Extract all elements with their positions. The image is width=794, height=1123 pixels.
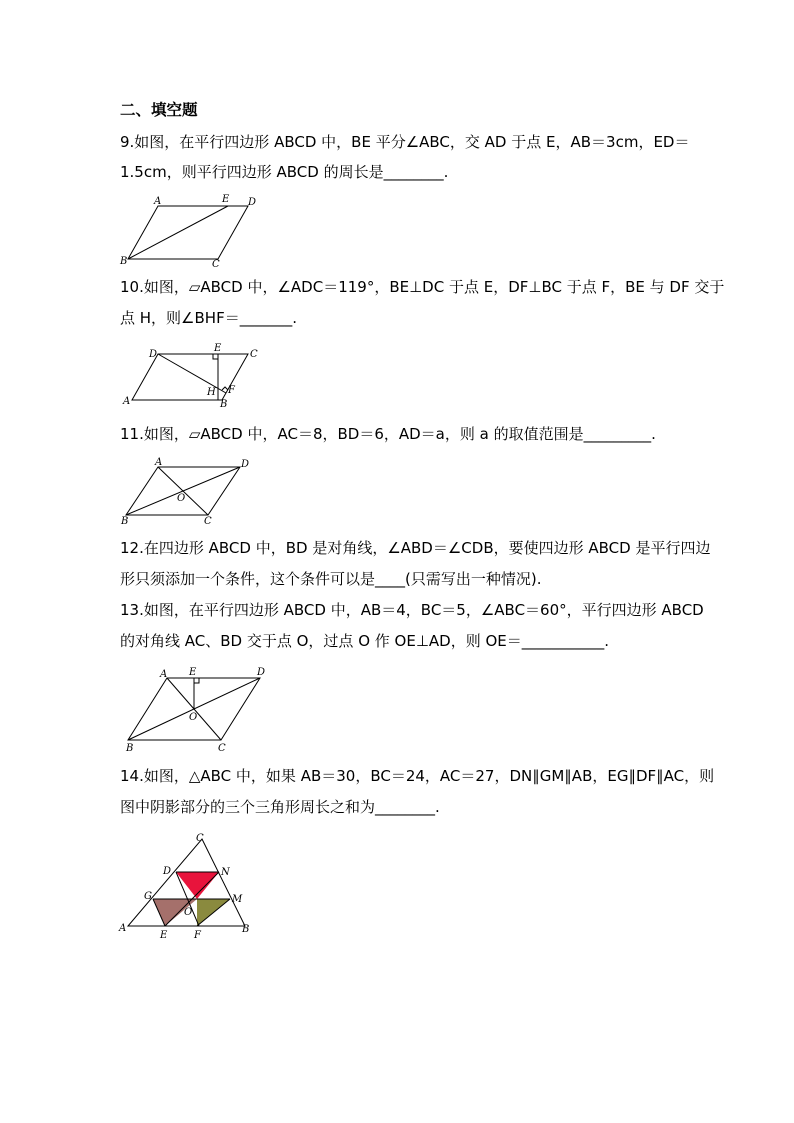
q12-line-1: 12.在四边形 ABCD 中，BD 是对角线，∠ABD＝∠CDB，要使四边形 ABCD 是平行四边 [120, 539, 711, 557]
q13-parallelogram-diagram [120, 663, 270, 755]
q9-label-c: C [212, 259, 220, 270]
q11-line-1: 11.如图，▱ABCD 中，AC＝8，BD＝6，AD＝a，则 a 的取值范围是_________. [120, 425, 656, 443]
q14-label-m: M [232, 894, 243, 905]
q14-label-b: B [242, 924, 250, 935]
q9-label-e: E [222, 194, 230, 205]
q10-label-f: F [228, 385, 235, 396]
q10-line-2: 点 H，则∠BHF＝_______. [120, 309, 297, 327]
q9-label-d: D [248, 197, 257, 208]
q14-label-o: O [184, 907, 193, 918]
q14-label-f: F [194, 930, 201, 941]
q14-label-a: A [119, 923, 127, 934]
q13-label-d: D [257, 667, 266, 678]
q13-label-a: A [160, 669, 168, 680]
q14-line-2: 图中阴影部分的三个三角形周长之和为________. [120, 798, 440, 816]
q14-label-c: C [196, 833, 204, 844]
q14-label-n: N [221, 867, 230, 878]
q10-label-e: E [214, 343, 222, 354]
q11-label-b: B [121, 516, 129, 527]
q10-figure [118, 341, 268, 409]
q13-label-e: E [189, 667, 197, 678]
q13-label-b: B [126, 743, 134, 754]
q14-label-g: G [144, 891, 152, 902]
q13-label-o: O [189, 712, 198, 723]
q10-right-angle-e [213, 354, 218, 359]
q13-right-angle-e [194, 678, 199, 683]
q13-figure [120, 663, 270, 755]
q14-figure [118, 829, 258, 939]
q11-parallelogram-diagram [118, 455, 263, 527]
q9-figure [118, 193, 263, 270]
q14-shaded-triangle-top [176, 872, 219, 899]
q13-line-1: 13.如图，在平行四边形 ABCD 中，AB＝4，BC＝5，∠ABC＝60°，平行四边形 ABCD [120, 601, 704, 619]
q11-label-d: D [241, 459, 250, 470]
q9-label-b: B [120, 256, 128, 267]
q9-parallelogram [128, 206, 248, 259]
q11-diagonal-bd [126, 467, 240, 515]
q9-line-1: 9.如图，在平行四边形 ABCD 中，BE 平分∠ABC，交 AD 于点 E，AB＝3cm，ED＝ [120, 133, 690, 151]
q10-label-c: C [250, 349, 258, 360]
q9-line-2: 1.5cm，则平行四边形 ABCD 的周长是________. [120, 163, 449, 181]
q12-line-2: 形只须添加一个条件，这个条件可以是____(只需写出一种情况). [120, 570, 542, 588]
q9-label-a: A [154, 196, 162, 207]
q14-label-d: D [163, 866, 172, 877]
q13-line-2: 的对角线 AC、BD 交于点 O，过点 O 作 OE⊥AD，则 OE＝___________. [120, 632, 610, 650]
q9-parallelogram-diagram [118, 193, 263, 270]
q14-label-e: E [160, 930, 168, 941]
q10-line-1: 10.如图，▱ABCD 中，∠ADC＝119°，BE⊥DC 于点 E，DF⊥BC 于点 F，BE 与 DF 交于 [120, 278, 725, 296]
q10-parallelogram-diagram [118, 341, 268, 409]
q14-line-1: 14.如图，△ABC 中，如果 AB＝30，BC＝24，AC＝27，DN∥GM∥AB，EG∥DF∥AC，则 [120, 767, 715, 785]
q10-segment-df [158, 354, 226, 393]
q13-label-c: C [218, 743, 226, 754]
section-title: 二、填空题 [120, 101, 198, 119]
q10-label-a: A [123, 396, 131, 407]
q11-label-o: O [177, 493, 186, 504]
q10-label-d: D [149, 349, 158, 360]
q11-label-c: C [204, 516, 212, 527]
q10-label-h: H [207, 387, 216, 398]
q11-figure [118, 455, 263, 527]
q11-label-a: A [155, 457, 163, 468]
q10-label-b: B [220, 399, 228, 410]
q14-triangle-diagram [118, 829, 258, 939]
